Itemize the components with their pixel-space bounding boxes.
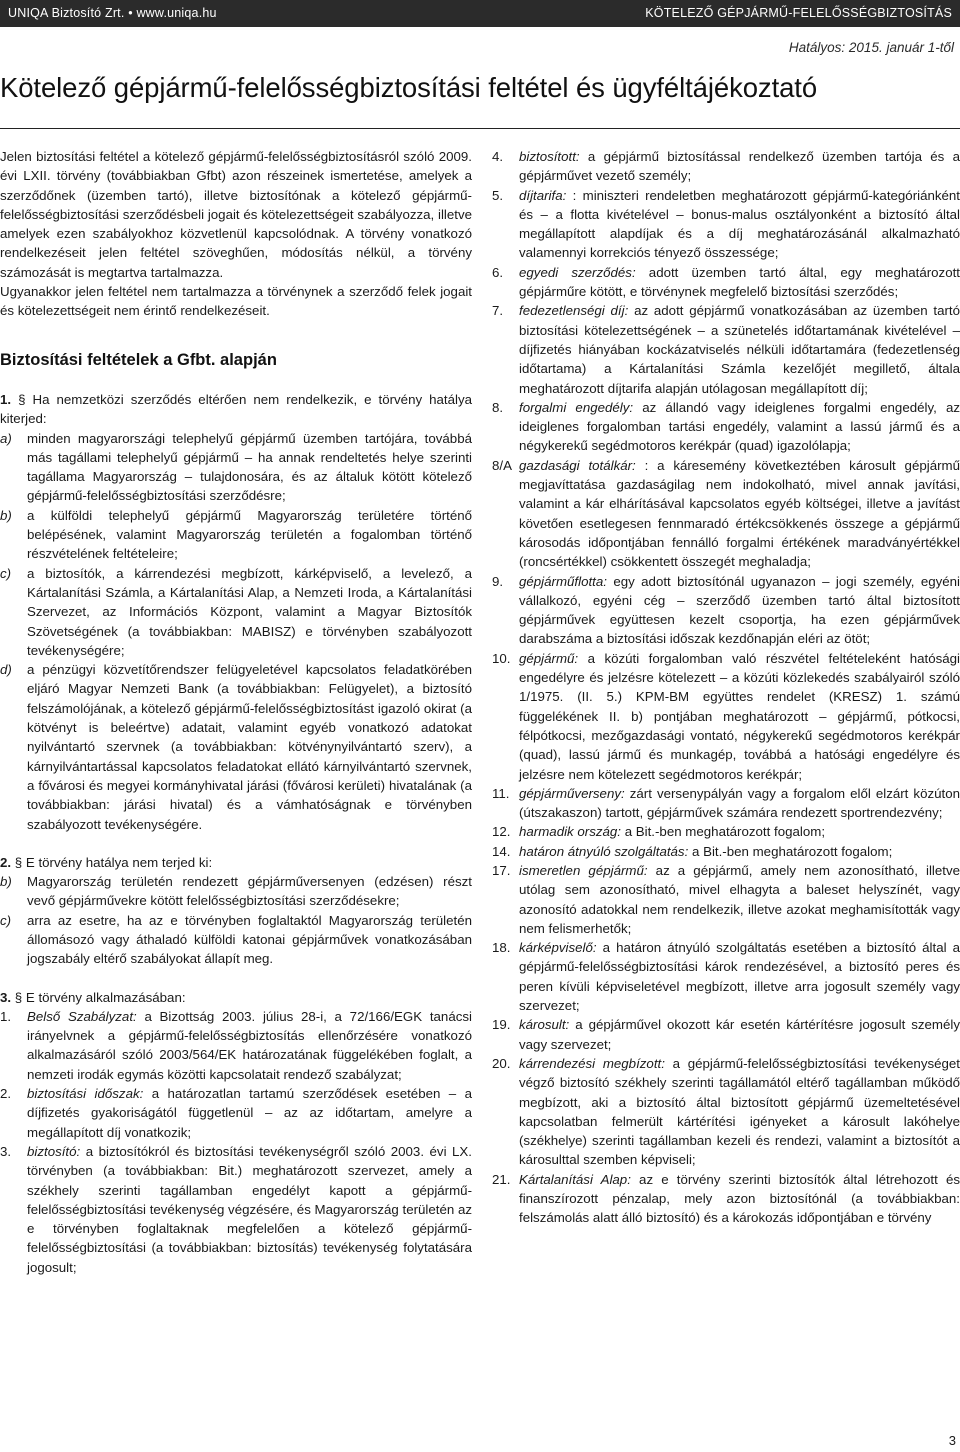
definition-item [492,456,960,572]
list-marker: c) [0,912,12,928]
definition-number: 14. [492,843,511,859]
definition-item [492,784,960,823]
list-text: minden magyarországi telephelyű gépjármű üzemben tartójára, továbbá más tagállami telephelyű gépjármű – ha annak rendeltetés helye szerinti tagállama Magyarország – tulajdonosára, és az általuk kötött kötelező gépjármű-felelősségbiztosítási szerződésre; [27,430,472,504]
intro-paragraph-1: Jelen biztosítási feltétel a kötelező gépjármű-felelősségbiztosításról szóló 2009. évi LXII. törvény (továbbiakban Gfbt) azon részeinek ismertetése, amelyek a szerződőnek (üzemben tartó), illetve biztosítónak a kötelező gépjármű-felelősségbiztosítási szerződésbeli jogait és kötelezettségeit szabályozza, illetve amelyek ezen szabályokhoz közvetlenül kapcsolódnak. A törvény vonatkozó rendelkezéseit jelen feltétel szöveghűen, módosítás nélkül, a törvény számozását is megtartva tartalmazza. [0,149,472,280]
definition-item [492,186,960,263]
definition-text: a Bizottság 2003. július 28-i, a 72/166/EGK tanácsi irányelvnek a gépjármű-felelősségbiztosítás ellenőrzésére vonatkozó alkalmazásáról szóló 2003/564/EK határozatának függelékében foglalt, a nemzeti irodák egymás közötti kapcsolatait rendező szabályzat; [27,1008,472,1082]
definition-number: 1. [0,1008,12,1024]
list-text: a biztosítók, a kárrendezési megbízott, kárképviselő, a levelező, a Kártalanítási Számla, a Kártalanítási Alap, a Nemzeti Iroda, a Kártalanítási Szervezet, az Információs Központ, valamint a Magyar Biztosítók Szövetségének (a továbbiakban: MABISZ) e törvényben szabályozott tevékenységére; [27,565,472,658]
definition-term: egyedi szerződés: [519,264,636,280]
definition-term: gazdasági totálkár: [519,457,636,473]
definition-term: károsult: [519,1017,570,1033]
definition-text: a gépjármű-felelősségbiztosítási tevékenységet végző biztosító székhely szerinti tagállamától eltérő tagállamban működő megbízott, aki a biztosító által biztosított gépjármű üzemeltetésével kapcsolatban felmerült kártérítési igényeket a károsult lakóhelye (székhelye) szerinti tagállamban kezeli és rendezi, valamint a biztosítót a károsulttal szemben képviseli; [519,1055,960,1168]
list-text: a pénzügyi közvetítőrendszer felügyeletével kapcsolatos feladatkörében eljáró Magyar Nemzeti Bank (a továbbiakban: Felügyelet), a biztosító felszámolójának, a kötelező gépjármű-felelősségbiztosítást igazoló okirat (a kötvényt is beleértve) adatait, valamint egyéb vonatkozó adatokat nyilvántartó szervnek (a továbbiakban: kötvénynyilvántartó szerv), a kárnyilvántartással kapcsolatos feladatokat ellátó kárnyilvántartó szervnek, a fővárosi és megyei kormányhivatal járási (fővárosi kerületi) hivatalának (a továbbiakban: járási hivatal) és a vámhatóságnak e törvényben szabályozott tevékenységére. [27,662,472,832]
left-column [0,147,472,1277]
definition-text: a határon átnyúló szolgáltatás esetében a biztosító által a gépjármű-felelősségbiztosítási károk rendezésével, a biztosító peres és peren kívüli képviseletével megbízott, illetve arra jogosult személy vagy szervezet; [519,940,960,1014]
definition-item [492,572,960,649]
definition-term: ismeretlen gépjármű: [519,862,648,878]
definition-term: gépjárműflotta: [519,573,607,589]
definition-number: 2. [0,1086,12,1102]
definition-item [492,649,960,784]
page-number: 3 [948,1433,956,1448]
definition-term: biztosítási időszak: [27,1086,144,1102]
list-marker: c) [0,565,12,581]
list-marker: d) [0,662,12,678]
title-rule [0,128,960,129]
definition-item [492,822,960,841]
definition-term: fedezetlenségi díj: [519,303,629,319]
list-marker: a) [0,430,12,446]
list-item [0,911,472,969]
definition-text: zárt versenypályán vagy a forgalom elől elzárt közúton (útszakaszon) tartott, gépjárművek számára rendezett sportrendezvény; [519,785,960,821]
definition-item [0,1007,472,1084]
definition-term: forgalmi engedély: [519,399,634,415]
page-title: Kötelező gépjármű-felelősségbiztosítási feltétel és ügyféltájékoztató [0,72,818,103]
definition-term: Kártalanítási Alap: [519,1171,631,1187]
definition-item [0,1142,472,1277]
definition-term: Belső Szabályzat: [27,1008,137,1024]
definition-text: a gépjárművel okozott kár esetén kártérítésre jogosult személy vagy szervezet; [519,1017,960,1052]
list-item [0,429,472,506]
definition-number: 3. [0,1143,12,1159]
definition-number: 8/A [492,457,512,473]
list-item [0,506,472,564]
list-item [0,564,472,660]
definition-text: a Bit.-ben meghatározott fogalom; [691,843,893,859]
definition-item [492,861,960,938]
intro-paragraph-2: Ugyanakkor jelen feltétel nem tartalmazza a törvénynek a szerződő felek jogait és kötelezettségeit nem érintő rendelkezéseit. [0,284,472,319]
definition-item [0,1084,472,1142]
definition-term: gépjárműverseny: [519,785,625,801]
definition-number: 6. [492,264,504,280]
definition-item [492,263,960,302]
list-item [0,660,472,834]
paragraph-1-text: § Ha nemzetközi szerződés eltérően nem rendelkezik, e törvény hatálya kiterjed: [0,391,472,427]
definition-term: kárképviselő: [519,940,597,956]
definition-number: 10. [492,650,511,666]
definition-number: 20. [492,1055,511,1071]
paragraph-2 [0,853,472,872]
definition-text: a gépjármű biztosítással rendelkező üzemben tartója és a gépjárművet vezető személy; [519,149,960,184]
definition-text: : miniszteri rendeletben meghatározott gépjármű-kategóriánként és – a flotta kivételével – bonus-malus osztályonként a biztosító által megállapított alapdíjak és a díj meghatározásánál alkalmazható valamennyi korrekciós tényező összessége; [519,187,960,261]
definition-text: az a gépjármű, amely nem azonosítható, illetve utólag sem azonosítható, mivel elhagyta a baleset helyszínét, vagy azonosító adatokkal nem rendelkezik, illetve azokat meghamisították vagy nem felismerhetők; [519,862,960,936]
header-left: UNIQA Biztosító Zrt. • www.uniqa.hu [8,6,217,20]
definition-text: a közúti forgalomban való részvétel feltételeként hatósági engedélyre és jelzésre kötelezett – a közúti közlekedés szabályairól szóló 1/1975. (II. 5.) KPM-BM együttes rendelet (KRESZ) 1. számú függelékének II. b) pontjában meghatározott – gépjármű, pótkocsi, félpótkocsi, mezőgazdasági vontató, négykerekű segédmotoros kerékpár (quad), lassú jármű és munkagép, továbbá a hatósági engedélyre és jelzésre nem kötelezett segédmotoros kerékpár; [519,650,960,782]
definition-number: 11. [492,785,510,801]
definition-text: egy adott biztosítónál ugyanazon – jogi személy, egyéni vállalkozó, egyéni cég – szerződő üzemben tartó által biztosított gépjárművek együttesen kezelt csoportja, ha ezen gépjárművek darabszáma a biztosítási időszak kezdőnapján eléri az ötöt; [519,573,960,647]
definition-item [492,1170,960,1228]
paragraph-2-text: § E törvény hatálya nem terjed ki: [14,854,213,870]
definition-number: 18. [492,940,511,956]
definition-number: 19. [492,1017,511,1033]
list-marker: b) [0,874,12,890]
definition-item [492,398,960,456]
definition-item [492,1054,960,1170]
paragraph-3-number: 3. [0,989,12,1005]
list-item [0,872,472,911]
section-title: Biztosítási feltételek a Gfbt. alapján [0,350,277,369]
definition-number: 12. [492,824,511,840]
definition-term: biztosító: [27,1143,81,1159]
definition-term: határon átnyúló szolgáltatás: [519,843,689,859]
definition-item [492,1015,960,1054]
definition-item [492,842,960,861]
header-right: KÖTELEZŐ GÉPJÁRMŰ-FELELŐSSÉGBIZTOSÍTÁS [645,6,952,20]
list-text: Magyarország területén rendezett gépjárműversenyen (edzésen) részt vevő gépjárművekre kötött felelősségbiztosítási szerződésekre; [27,874,472,909]
definition-number: 9. [492,573,504,589]
paragraph-3 [0,988,472,1007]
definition-term: biztosított: [519,149,580,164]
definition-number: 17. [492,862,511,878]
header-bar [0,0,960,27]
paragraph-3-text: § E törvény alkalmazásában: [14,989,186,1005]
paragraph-1-number: 1. [0,391,12,407]
definition-term: díjtarifa: [519,187,567,203]
paragraph-2-number: 2. [0,854,12,870]
definition-text: a Bit.-ben meghatározott fogalom; [624,824,826,840]
paragraph-1 [0,390,472,429]
effective-date: Hatályos: 2015. január 1-től [788,40,954,55]
definition-item [492,147,960,186]
definition-text: a határozatlan tartamú szerződések esetében – a díjfizetés gyakoriságától függetlenül – az az időtartam, amelyre a megállapított díj vonatkozik; [27,1086,472,1140]
definition-term: kárrendezési megbízott: [519,1055,665,1071]
right-column [492,147,960,1228]
list-text: a külföldi telephelyű gépjármű Magyarország területére történő belépésének, valamint Magyarország területén a fogalomban történő részvételének feltételeire; [27,507,472,562]
definition-term: harmadik ország: [519,824,621,840]
definition-number: 21. [492,1171,511,1187]
definition-term: gépjármű: [519,650,579,666]
definition-text: : a káresemény következtében károsult gépjármű megjavíttatása gazdaságilag nem indokolható, mivel annak javítási, valamint a kár elhárításával kapcsolatos egyéb költségei, illetve a javítást követően esetlegesen fennmaradó értékcsökkenés összege a gépjármű károsodás időpontjában fennálló forgalmi értékének maradványértékkel (roncsértékkel) csökkentett összegét meghaladja; [519,457,960,570]
list-marker: b) [0,507,12,523]
definition-number: 4. [492,149,504,164]
definition-number: 5. [492,187,504,203]
definition-item [492,301,960,397]
definition-text: a biztosítókról és biztosítási tevékenységről szóló 2003. évi LX. törvényben (a továbbiakban: Bit.) meghatározott szervezet, amely a székhely szerinti tagállamban engedélyt kapott a gépjármű-felelősségbiztosítási tevékenység végzésére, és Magyarország területén az e törvényben foglaltaknak megfelelően a kötelező gépjármű-felelősségbiztosítási (a továbbiakban: biztosítás) tevékenység folytatására jogosult; [27,1143,472,1275]
definition-text: adott üzemben tartó által, egy meghatározott gépjárműre kötött, e törvénynek megfelelő biztosítási szerződés; [519,264,960,300]
definition-number: 7. [492,303,504,319]
definition-text: az állandó vagy ideiglenes forgalmi engedély, az ideiglenes forgalomban tartási engedély, valamint a lassú jármű és a négykerekű segédmotoros kerékpár (quad) igazolólapja; [519,399,960,454]
list-text: arra az esetre, ha az e törvényben foglaltaktól Magyarország területén állomásozó vagy áthaladó külföldi katonai gépjárművek vonatkozásában jogszabály eltérő szabályokat állapít meg. [27,912,472,967]
definition-number: 8. [492,399,504,415]
definition-text: az adott gépjármű vonatkozásában az üzemben tartó biztosítási kötelezettségének – a szünetelés időtartamának kivételével – díjfizetés hiányában kockázatviselés nélküli időtartamára (fedezetlenség időtartama) a Kártalanítási Számla kezelőjét megillető, általa meghatározott díjtarifa alapján utólagosan megállapított díj; [519,303,960,396]
definition-text: az e törvény szerinti biztosítók által létrehozott és finanszírozott pénzalap, mely azon biztosítónál (a továbbiakban: felszámolás alatt álló biztosító) és a károkozás időpontjában e törvény [519,1171,960,1226]
definition-item [492,938,960,1015]
